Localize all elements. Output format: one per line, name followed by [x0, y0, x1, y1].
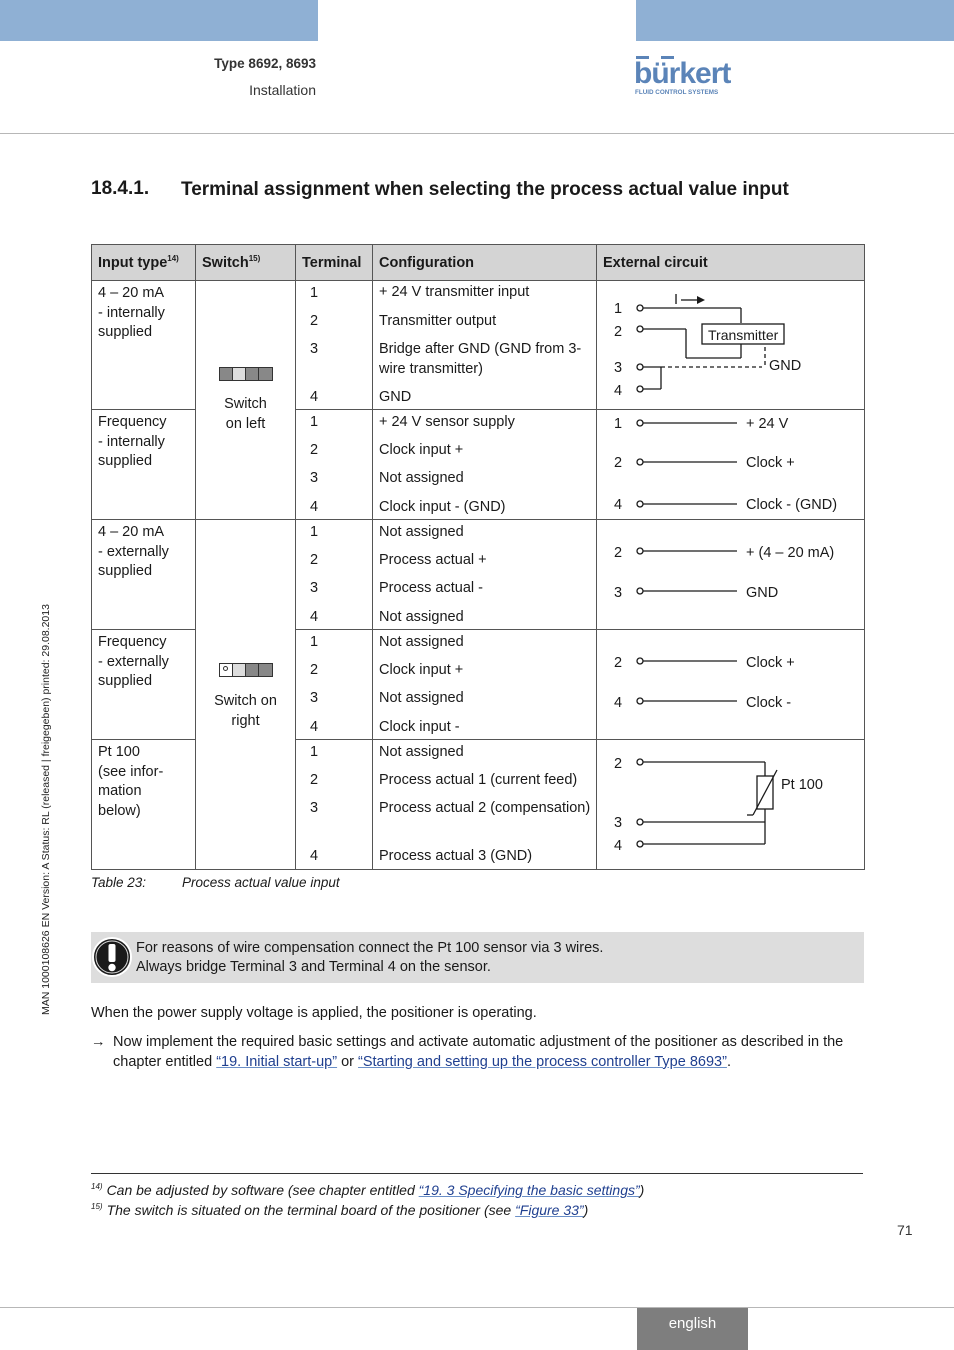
- external-circuit-cell: [597, 410, 865, 520]
- configuration-cell: [373, 281, 597, 410]
- switch-left-cell: [196, 281, 296, 520]
- pin-label: 4: [614, 383, 623, 399]
- terminal-number: 3: [310, 800, 319, 816]
- header-configuration: Configuration: [373, 245, 597, 281]
- header-terminal: Terminal: [296, 245, 373, 281]
- header-switch: Switch$^{15)}$: [196, 245, 296, 281]
- table-caption-label: Table 23:: [91, 875, 147, 890]
- warning-line: For reasons of wire compensation connect the Pt 100 sensor via 3 wires.: [136, 940, 604, 956]
- config-text: + 24 V sensor supply: [379, 414, 515, 430]
- warning-box: [91, 932, 864, 983]
- brand-name: bürkert: [634, 57, 731, 90]
- link-initial-start-up[interactable]: “19. Initial start-up”: [216, 1053, 338, 1070]
- config-text: Bridge after GND (GND from 3-wire transmitter): [379, 341, 582, 377]
- footer-divider: [0, 1307, 954, 1308]
- terminal-number: 2: [310, 442, 319, 458]
- pin-label: 2: [614, 545, 623, 561]
- frequency-external-circuit-diagram: [597, 630, 863, 738]
- terminal-cell: [296, 740, 373, 870]
- switch-left-icon: [219, 367, 273, 381]
- signal-label: Clock - (GND): [746, 497, 838, 513]
- terminal-number: 1: [310, 414, 319, 430]
- transmitter-label: Transmitter: [708, 327, 779, 343]
- terminal-number: 1: [310, 744, 319, 760]
- signal-label: Clock +: [746, 455, 795, 471]
- terminal-number: 4: [310, 848, 319, 864]
- switch-right-cell: [196, 520, 296, 870]
- input-type-cell: Pt 100 (see infor- mation below): [92, 740, 196, 870]
- current-label: I: [674, 292, 679, 308]
- paragraph-power: When the power supply voltage is applied, the positioner is operating.: [91, 1005, 537, 1021]
- pin-label: 2: [614, 324, 623, 340]
- language-tab[interactable]: english: [637, 1308, 748, 1350]
- burkert-logo: [634, 56, 734, 98]
- terminal-number: 1: [310, 634, 319, 650]
- signal-label: Clock -: [746, 695, 792, 711]
- switch-left-label: Switch on left: [224, 396, 267, 432]
- pin-label: 1: [614, 301, 623, 317]
- config-text: Process actual 1 (current feed): [379, 772, 578, 788]
- link-basic-settings[interactable]: “19. 3 Specifying the basic settings”: [418, 1182, 640, 1198]
- header-input-type: Input type$^{14)}$: [92, 245, 196, 281]
- table-row: [92, 281, 865, 410]
- config-text: Not assigned: [379, 634, 464, 650]
- sensor-label: Pt 100: [781, 777, 823, 793]
- page-number: 71: [897, 1222, 913, 1238]
- config-text: Not assigned: [379, 524, 464, 540]
- current-external-circuit-diagram: [597, 520, 863, 628]
- section-label: Installation: [249, 82, 316, 98]
- pin-label: 4: [614, 695, 623, 711]
- pt100-circuit-diagram: [597, 740, 863, 868]
- signal-label: + (4 – 20 mA): [746, 545, 835, 561]
- switch-right-icon: [219, 663, 273, 677]
- input-type-cell: 4 – 20 mA - externally supplied: [92, 520, 196, 630]
- signal-label: GND: [746, 585, 779, 601]
- terminal-cell: [296, 281, 373, 410]
- input-type-cell: Frequency - internally supplied: [92, 410, 196, 520]
- pin-label: 4: [614, 497, 623, 513]
- frequency-internal-circuit-diagram: [597, 410, 863, 518]
- config-text: Not assigned: [379, 470, 464, 486]
- section-number: 18.4.1.: [91, 178, 150, 199]
- terminal-number: 4: [310, 389, 319, 405]
- pin-label: 4: [614, 838, 623, 854]
- pin-label: 2: [614, 455, 623, 471]
- config-text: Not assigned: [379, 609, 464, 625]
- external-circuit-cell: [597, 281, 865, 410]
- terminal-number: 3: [310, 341, 319, 357]
- table-row: [92, 520, 865, 630]
- input-type-cell: 4 – 20 mA - internally supplied: [92, 281, 196, 410]
- terminal-number: 2: [310, 662, 319, 678]
- config-text: Not assigned: [379, 744, 464, 760]
- pin-label: 2: [614, 756, 623, 772]
- input-type-cell: Frequency - externally supplied: [92, 630, 196, 740]
- warning-line: Always bridge Terminal 3 and Terminal 4 on the sensor.: [136, 959, 491, 975]
- configuration-cell: [373, 410, 597, 520]
- terminal-number: 4: [310, 719, 319, 735]
- config-text: GND: [379, 389, 412, 405]
- terminal-number: 3: [310, 580, 319, 596]
- terminal-assignment-table: [91, 244, 865, 870]
- paragraph-instruction: → Now implement the required basic settings and activate automatic adjustment of the positioner as described in the chapter entitled “19. Initial start-up” or “Starting and setting up the process controller Type 8693”.: [91, 1034, 844, 1070]
- external-circuit-cell: [597, 630, 865, 740]
- pin-label: 3: [614, 815, 623, 831]
- config-text: Process actual 2 (compensation): [379, 800, 591, 816]
- gnd-label: GND: [769, 358, 802, 374]
- header-divider: [0, 133, 954, 134]
- terminal-number: 2: [310, 313, 319, 329]
- top-bar-left: [0, 0, 318, 41]
- terminal-cell: [296, 630, 373, 740]
- config-text: Clock input - (GND): [379, 499, 506, 515]
- arrow-right-icon: →: [91, 1034, 106, 1050]
- table-caption-text: Process actual value input: [182, 875, 340, 890]
- config-text: Not assigned: [379, 690, 464, 706]
- terminal-number: 4: [310, 609, 319, 625]
- signal-label: Clock +: [746, 655, 795, 671]
- configuration-cell: [373, 520, 597, 630]
- terminal-number: 3: [310, 690, 319, 706]
- link-process-controller[interactable]: “Starting and setting up the process controller Type 8693”: [358, 1053, 727, 1070]
- header-external-circuit: External circuit: [597, 245, 865, 281]
- pin-label: 2: [614, 655, 623, 671]
- configuration-cell: [373, 740, 597, 870]
- config-text: Process actual 3 (GND): [379, 848, 533, 864]
- brand-tagline: FLUID CONTROL SYSTEMS: [635, 89, 719, 96]
- pin-label: 3: [614, 360, 623, 376]
- pin-label: 3: [614, 585, 623, 601]
- terminal-number: 3: [310, 470, 319, 486]
- config-text: + 24 V transmitter input: [379, 284, 530, 300]
- footnote-15: $^{15)}$ The switch is situated on the terminal board of the positioner (see “Figure 33”): [91, 1202, 589, 1218]
- terminal-number: 1: [310, 524, 319, 540]
- transmitter-circuit-diagram: [597, 281, 863, 409]
- exclamation-icon: [91, 936, 133, 978]
- terminal-cell: [296, 410, 373, 520]
- terminal-cell: [296, 520, 373, 630]
- document-type: Type 8692, 8693: [214, 56, 316, 71]
- external-circuit-cell: [597, 520, 865, 630]
- document-info: MAN 1000108626 EN Version: A Status: RL (released | freigegeben) printed: 29.08.2013: [40, 604, 52, 1015]
- footnote-14: $^{14)}$ Can be adjusted by software (see chapter entitled “19. 3 Specifying the basic settings”): [91, 1182, 645, 1198]
- switch-right-label: Switch on right: [214, 693, 277, 729]
- terminal-number: 2: [310, 552, 319, 568]
- config-text: Clock input -: [379, 719, 460, 735]
- footnote-divider: [91, 1173, 863, 1174]
- config-text: Process actual +: [379, 552, 487, 568]
- terminal-number: 2: [310, 772, 319, 788]
- config-text: Clock input +: [379, 442, 464, 458]
- config-text: Clock input +: [379, 662, 464, 678]
- terminal-number: 1: [310, 285, 319, 301]
- signal-label: + 24 V: [746, 416, 789, 432]
- config-text: Transmitter output: [379, 313, 497, 329]
- pin-label: 1: [614, 416, 623, 432]
- warning-text: [136, 939, 603, 977]
- section-title: Terminal assignment when selecting the process actual value input: [181, 179, 789, 200]
- link-figure-33[interactable]: “Figure 33”: [515, 1202, 584, 1218]
- configuration-cell: [373, 630, 597, 740]
- top-bar-right: [636, 0, 954, 41]
- terminal-number: 4: [310, 499, 319, 515]
- external-circuit-cell: [597, 740, 865, 870]
- config-text: Process actual -: [379, 580, 483, 596]
